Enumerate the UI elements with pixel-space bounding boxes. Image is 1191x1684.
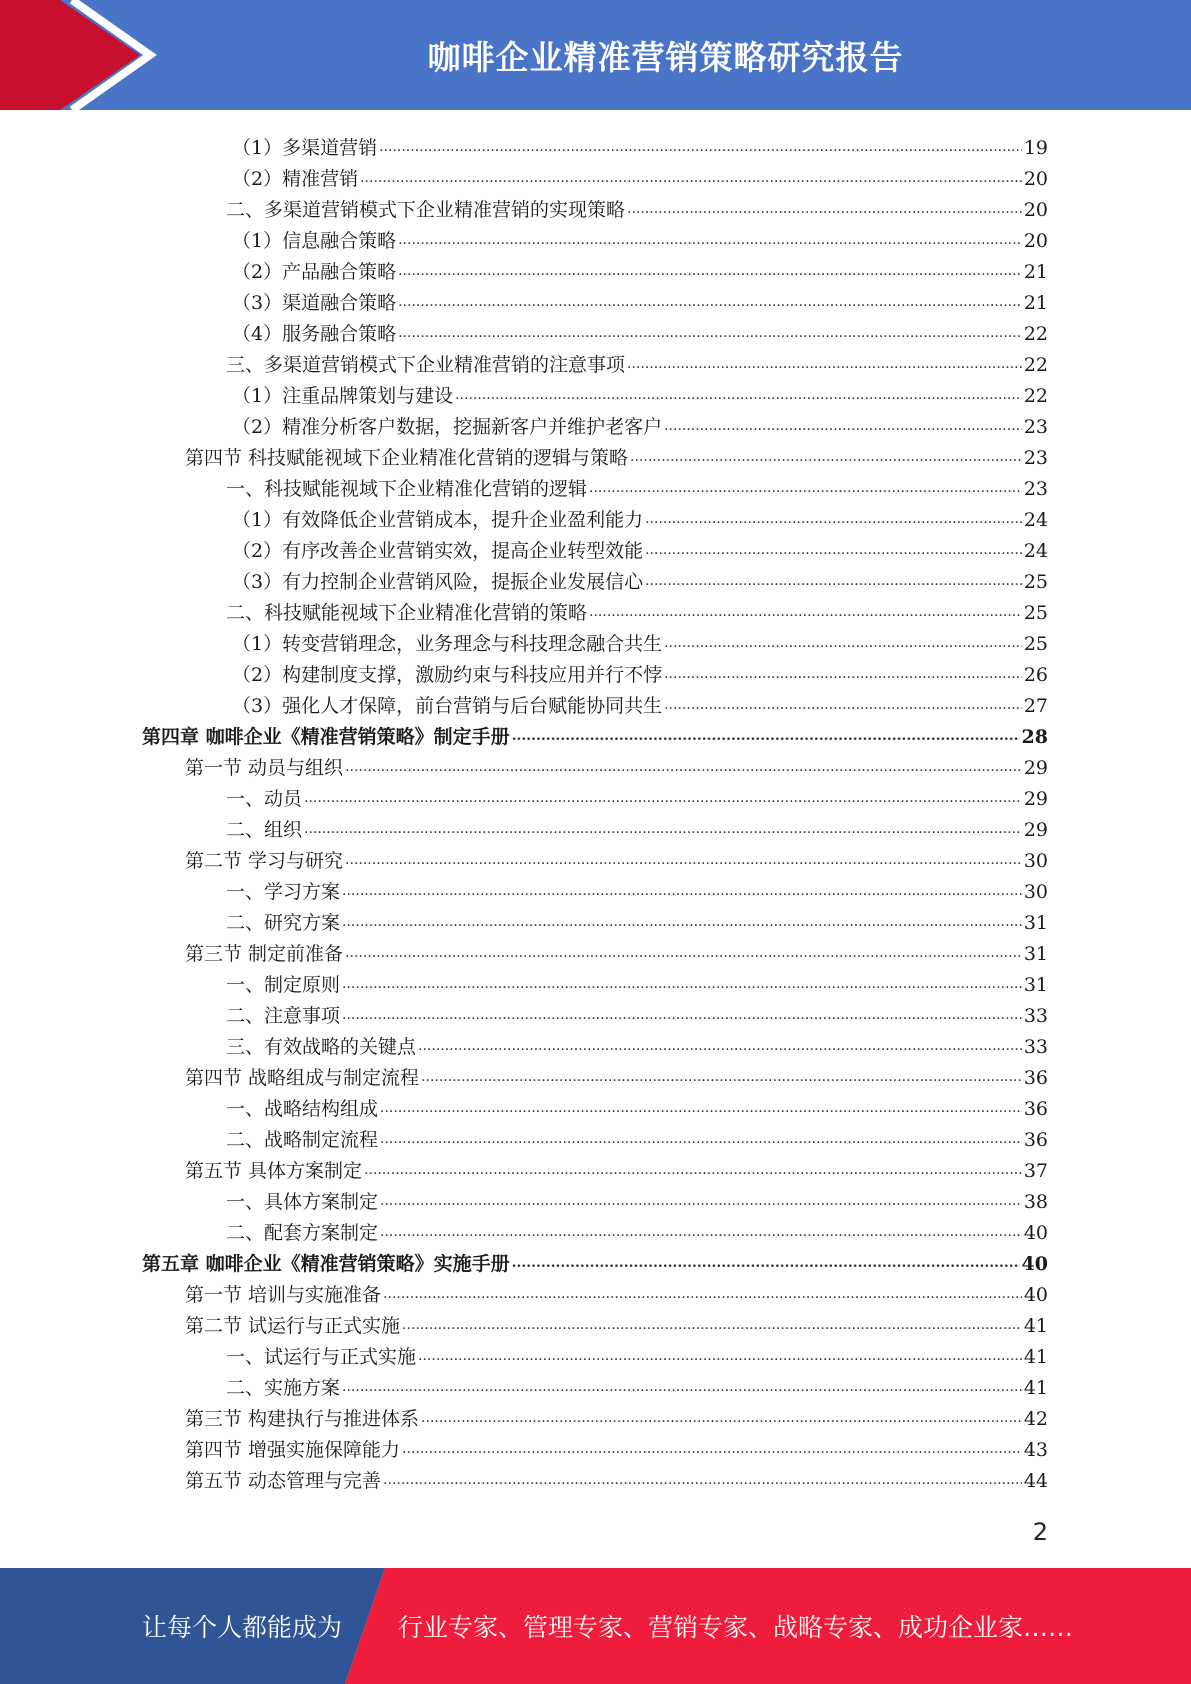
toc-entry-page: 22	[1023, 385, 1048, 407]
toc-dot-leader	[630, 447, 1022, 467]
toc-entry[interactable]	[185, 1275, 1048, 1306]
toc-dot-leader	[645, 540, 1022, 560]
toc-entry-page: 31	[1023, 912, 1048, 934]
toc-entry[interactable]	[232, 221, 1048, 252]
toc-dot-leader	[664, 416, 1022, 436]
toc-entry-label: 三、有效战略的关键点	[226, 1036, 417, 1058]
toc-dot-leader	[589, 478, 1022, 498]
toc-entry[interactable]	[185, 1151, 1048, 1182]
toc-dot-leader	[380, 1191, 1022, 1211]
toc-dot-leader	[345, 850, 1022, 870]
toc-dot-leader	[627, 354, 1022, 374]
toc-entry-page: 33	[1023, 1036, 1048, 1058]
toc-dot-leader	[342, 1377, 1022, 1397]
toc-entry-label: 二、战略制定流程	[226, 1129, 379, 1151]
toc-entry[interactable]	[226, 965, 1048, 996]
footer-slogan-left: 让每个人都能成为	[142, 1613, 343, 1642]
toc-dot-leader	[402, 1439, 1022, 1459]
header-arrow-decoration	[0, 0, 160, 110]
toc-dot-leader	[398, 230, 1022, 250]
toc-entry-page: 21	[1023, 261, 1048, 283]
toc-entry-label: （2）构建制度支撑，激励约束与科技应用并行不悖	[232, 664, 663, 686]
toc-entry-page: 40	[1023, 1222, 1048, 1244]
toc-entry-label: （2）产品融合策略	[232, 261, 397, 283]
toc-entry[interactable]	[185, 438, 1048, 469]
toc-entry-label: 三、多渠道营销模式下企业精准营销的注意事项	[226, 354, 626, 376]
toc-entry[interactable]	[226, 469, 1048, 500]
toc-entry[interactable]	[185, 748, 1048, 779]
toc-entry[interactable]	[142, 717, 1048, 748]
toc-dot-leader	[512, 726, 1020, 746]
toc-entry-page: 28	[1021, 726, 1048, 748]
toc-entry-label: 一、动员	[226, 788, 303, 810]
toc-dot-leader	[380, 1098, 1022, 1118]
toc-entry-page: 43	[1023, 1439, 1048, 1461]
toc-entry[interactable]	[232, 407, 1048, 438]
toc-entry[interactable]	[185, 934, 1048, 965]
toc-dot-leader	[379, 137, 1022, 157]
page-number: 2	[1032, 1518, 1048, 1546]
toc-dot-leader	[380, 1129, 1022, 1149]
toc-entry-page: 20	[1023, 199, 1048, 221]
page-header	[0, 0, 1191, 110]
toc-entry-label: 第二节 学习与研究	[185, 850, 344, 872]
toc-dot-leader	[455, 385, 1022, 405]
toc-entry-page: 38	[1023, 1191, 1048, 1213]
toc-entry-label: 二、实施方案	[226, 1377, 341, 1399]
toc-entry-page: 31	[1023, 943, 1048, 965]
toc-entry[interactable]	[226, 1027, 1048, 1058]
toc-entry[interactable]	[185, 1306, 1048, 1337]
toc-dot-leader	[383, 1470, 1022, 1490]
toc-entry-page: 24	[1023, 540, 1048, 562]
toc-entry-label: 二、科技赋能视域下企业精准化营销的策略	[226, 602, 588, 624]
document-title: 咖啡企业精准营销策略研究报告	[427, 37, 904, 77]
toc-dot-leader	[645, 571, 1022, 591]
toc-dot-leader	[402, 1315, 1022, 1335]
toc-entry[interactable]	[232, 500, 1048, 531]
toc-dot-leader	[512, 1253, 1020, 1273]
toc-entry-label: （1）信息融合策略	[232, 230, 397, 252]
page-footer	[0, 1568, 1191, 1684]
toc-dot-leader	[364, 1160, 1022, 1180]
toc-entry-page: 19	[1023, 137, 1048, 159]
toc-entry-label: （3）有力控制企业营销风险，提振企业发展信心	[232, 571, 644, 593]
toc-entry[interactable]	[232, 283, 1048, 314]
toc-entry-label: 一、制定原则	[226, 974, 341, 996]
toc-dot-leader	[664, 695, 1022, 715]
toc-entry[interactable]	[232, 655, 1048, 686]
toc-entry-label: 第四节 增强实施保障能力	[185, 1439, 401, 1461]
toc-dot-leader	[345, 757, 1022, 777]
toc-dot-leader	[304, 819, 1022, 839]
toc-entry-label: 二、注意事项	[226, 1005, 341, 1027]
toc-entry-page: 23	[1023, 447, 1048, 469]
toc-entry[interactable]	[142, 1244, 1048, 1275]
toc-entry[interactable]	[226, 1182, 1048, 1213]
toc-entry-label: （2）精准营销	[232, 168, 359, 190]
toc-entry-page: 40	[1021, 1253, 1048, 1275]
toc-entry[interactable]	[185, 1399, 1048, 1430]
toc-entry-page: 26	[1023, 664, 1048, 686]
toc-entry[interactable]	[226, 810, 1048, 841]
toc-entry-page: 30	[1023, 850, 1048, 872]
toc-entry-page: 30	[1023, 881, 1048, 903]
toc-entry-label: （1）有效降低企业营销成本，提升企业盈利能力	[232, 509, 644, 531]
toc-entry-label: 第二节 试运行与正式实施	[185, 1315, 401, 1337]
toc-entry-page: 40	[1023, 1284, 1048, 1306]
toc-dot-leader	[421, 1408, 1022, 1428]
toc-dot-leader	[304, 788, 1022, 808]
toc-entry-label: 第四节 科技赋能视域下企业精准化营销的逻辑与策略	[185, 447, 629, 469]
toc-entry[interactable]	[226, 1213, 1048, 1244]
toc-entry-page: 41	[1023, 1346, 1048, 1368]
toc-entry-page: 20	[1023, 230, 1048, 252]
toc-entry-label: 二、多渠道营销模式下企业精准营销的实现策略	[226, 199, 626, 221]
toc-entry[interactable]	[232, 624, 1048, 655]
toc-dot-leader	[342, 1005, 1022, 1025]
toc-dot-leader	[342, 974, 1022, 994]
toc-entry[interactable]	[185, 1430, 1048, 1461]
toc-entry-page: 23	[1023, 416, 1048, 438]
toc-entry-page: 20	[1023, 168, 1048, 190]
toc-entry[interactable]	[226, 1120, 1048, 1151]
toc-entry[interactable]	[226, 1368, 1048, 1399]
toc-entry[interactable]	[232, 252, 1048, 283]
toc-entry-label: 二、配套方案制定	[226, 1222, 379, 1244]
toc-entry-page: 41	[1023, 1377, 1048, 1399]
toc-dot-leader	[589, 602, 1022, 622]
toc-entry-label: （1）转变营销理念，业务理念与科技理念融合共生	[232, 633, 663, 655]
toc-entry[interactable]	[232, 314, 1048, 345]
toc-entry-label: 二、研究方案	[226, 912, 341, 934]
toc-entry-label: 一、学习方案	[226, 881, 341, 903]
toc-entry-page: 29	[1023, 757, 1048, 779]
footer-slogan-right: 行业专家、管理专家、营销专家、战略专家、成功企业家……	[398, 1613, 1074, 1642]
toc-entry-label: （2）精准分析客户数据，挖掘新客户并维护老客户	[232, 416, 663, 438]
toc-dot-leader	[342, 881, 1022, 901]
toc-entry-page: 25	[1023, 602, 1048, 624]
toc-entry-page: 41	[1023, 1315, 1048, 1337]
toc-entry[interactable]	[232, 159, 1048, 190]
toc-entry[interactable]	[226, 872, 1048, 903]
toc-entry-label: （1）注重品牌策划与建设	[232, 385, 454, 407]
toc-entry-label: 第一节 培训与实施准备	[185, 1284, 382, 1306]
toc-entry-label: 第一节 动员与组织	[185, 757, 344, 779]
toc-entry-page: 25	[1023, 633, 1048, 655]
toc-entry-label: 一、战略结构组成	[226, 1098, 379, 1120]
toc-entry-page: 36	[1023, 1098, 1048, 1120]
toc-dot-leader	[664, 664, 1022, 684]
toc-dot-leader	[360, 168, 1022, 188]
toc-entry-page: 22	[1023, 354, 1048, 376]
toc-entry-label: 第三节 构建执行与推进体系	[185, 1408, 420, 1430]
toc-dot-leader	[418, 1036, 1022, 1056]
toc-entry-label: （1）多渠道营销	[232, 137, 378, 159]
toc-entry-label: （4）服务融合策略	[232, 323, 397, 345]
toc-entry[interactable]	[226, 779, 1048, 810]
toc-entry-page: 21	[1023, 292, 1048, 314]
toc-entry-label: 第三节 制定前准备	[185, 943, 344, 965]
toc-entry-page: 31	[1023, 974, 1048, 996]
toc-entry-page: 36	[1023, 1129, 1048, 1151]
toc-entry[interactable]	[232, 686, 1048, 717]
toc-entry-page: 33	[1023, 1005, 1048, 1027]
toc-dot-leader	[664, 633, 1022, 653]
toc-entry[interactable]	[232, 531, 1048, 562]
toc-entry[interactable]	[185, 841, 1048, 872]
toc-entry[interactable]	[232, 128, 1048, 159]
toc-dot-leader	[345, 943, 1022, 963]
toc-entry-page: 24	[1023, 509, 1048, 531]
toc-entry-label: （3）强化人才保障，前台营销与后台赋能协同共生	[232, 695, 663, 717]
toc-entry-page: 29	[1023, 788, 1048, 810]
toc-entry[interactable]	[226, 190, 1048, 221]
toc-entry-label: 第五章 咖啡企业《精准营销策略》实施手册	[142, 1253, 510, 1275]
toc-entry[interactable]	[232, 562, 1048, 593]
toc-entry[interactable]	[226, 1337, 1048, 1368]
toc-entry[interactable]	[226, 593, 1048, 624]
toc-entry-label: 第四章 咖啡企业《精准营销策略》制定手册	[142, 726, 510, 748]
toc-entry-label: 一、具体方案制定	[226, 1191, 379, 1213]
toc-entry-label: 第五节 具体方案制定	[185, 1160, 363, 1182]
toc-entry[interactable]	[185, 1058, 1048, 1089]
toc-entry[interactable]	[232, 376, 1048, 407]
toc-entry-label: 一、试运行与正式实施	[226, 1346, 417, 1368]
toc-dot-leader	[398, 261, 1022, 281]
toc-dot-leader	[380, 1222, 1022, 1242]
toc-entry-label: 二、组织	[226, 819, 303, 841]
toc-entry[interactable]	[226, 1089, 1048, 1120]
toc-dot-leader	[342, 912, 1022, 932]
toc-entry-page: 37	[1023, 1160, 1048, 1182]
toc-entry-page: 27	[1023, 695, 1048, 717]
toc-entry[interactable]	[185, 1461, 1048, 1492]
toc-entry-page: 23	[1023, 478, 1048, 500]
toc-dot-leader	[421, 1067, 1022, 1087]
toc-dot-leader	[418, 1346, 1022, 1366]
toc-entry-page: 42	[1023, 1408, 1048, 1430]
toc-dot-leader	[398, 323, 1022, 343]
toc-dot-leader	[383, 1284, 1022, 1304]
toc-entry-label: （3）渠道融合策略	[232, 292, 397, 314]
toc-entry-label: 第四节 战略组成与制定流程	[185, 1067, 420, 1089]
toc-entry-page: 44	[1023, 1470, 1048, 1492]
toc-entry-page: 22	[1023, 323, 1048, 345]
toc-entry-label: 一、科技赋能视域下企业精准化营销的逻辑	[226, 478, 588, 500]
toc-entry-page: 25	[1023, 571, 1048, 593]
toc-entry[interactable]	[226, 903, 1048, 934]
toc-entry-page: 29	[1023, 819, 1048, 841]
toc-dot-leader	[398, 292, 1022, 312]
toc-entry-page: 36	[1023, 1067, 1048, 1089]
toc-entry[interactable]	[226, 345, 1048, 376]
toc-entry-label: 第五节 动态管理与完善	[185, 1470, 382, 1492]
toc-entry[interactable]	[226, 996, 1048, 1027]
toc-entry-label: （2）有序改善企业营销实效，提高企业转型效能	[232, 540, 644, 562]
toc-dot-leader	[627, 199, 1022, 219]
toc-dot-leader	[645, 509, 1022, 529]
